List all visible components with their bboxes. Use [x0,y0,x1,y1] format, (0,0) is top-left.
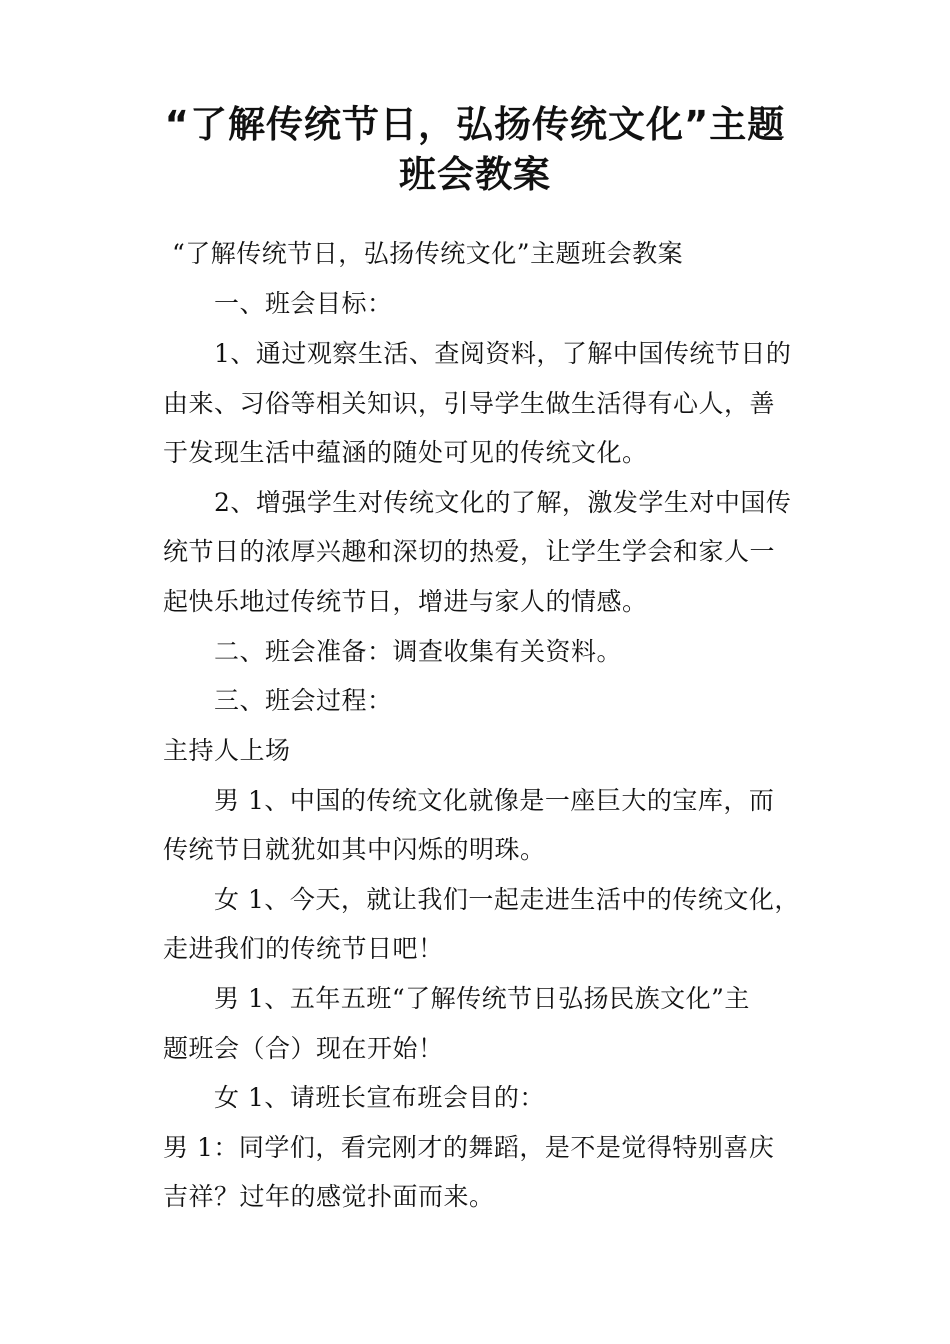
body-line-18: 女 1、请班长宣布班会目的： [214,1083,545,1112]
body-line-8: 起快乐地过传统节日，增进与家人的情感。 [163,587,648,616]
body-line-6: 2、增强学生对传统文化的了解，激发学生对中国传 [214,488,792,517]
body-line-15: 走进我们的传统节日吧！ [163,934,444,963]
body-line-17: 题班会（合）现在开始！ [163,1034,444,1063]
body-line-11: 主持人上场 [163,736,291,765]
document-title-line-2: 班会教案 [399,153,551,196]
body-line-12: 男 1、中国的传统文化就像是一座巨大的宝库，而 [214,786,775,815]
body-line-4: 由来、习俗等相关知识，引导学生做生活得有心人，善 [163,389,776,418]
body-line-14: 女 1、今天，就让我们一起走进生活中的传统文化， [214,885,800,914]
body-line-16: 男 1、五年五班“了解传统节日弘扬民族文化”主 [214,984,750,1013]
body-line-3: 1、通过观察生活、查阅资料，了解中国传统节日的 [214,339,792,368]
body-line-1: “了解传统节日，弘扬传统文化”主题班会教案 [172,239,684,268]
body-line-5: 于发现生活中蕴涵的随处可见的传统文化。 [163,438,648,467]
body-line-9: 二、班会准备：调查收集有关资料。 [214,637,623,666]
body-line-20: 吉祥？过年的感觉扑面而来。 [163,1182,495,1211]
body-line-19: 男 1：同学们，看完刚才的舞蹈，是不是觉得特别喜庆 [163,1133,775,1162]
body-line-13: 传统节日就犹如其中闪烁的明珠。 [163,835,546,864]
body-line-2: 一、班会目标： [214,289,393,318]
document-title-line-1: “了解传统节日，弘扬传统文化”主题 [164,103,786,146]
body-line-7: 统节日的浓厚兴趣和深切的热爱，让学生学会和家人一 [163,537,776,566]
body-line-10: 三、班会过程： [214,686,393,715]
